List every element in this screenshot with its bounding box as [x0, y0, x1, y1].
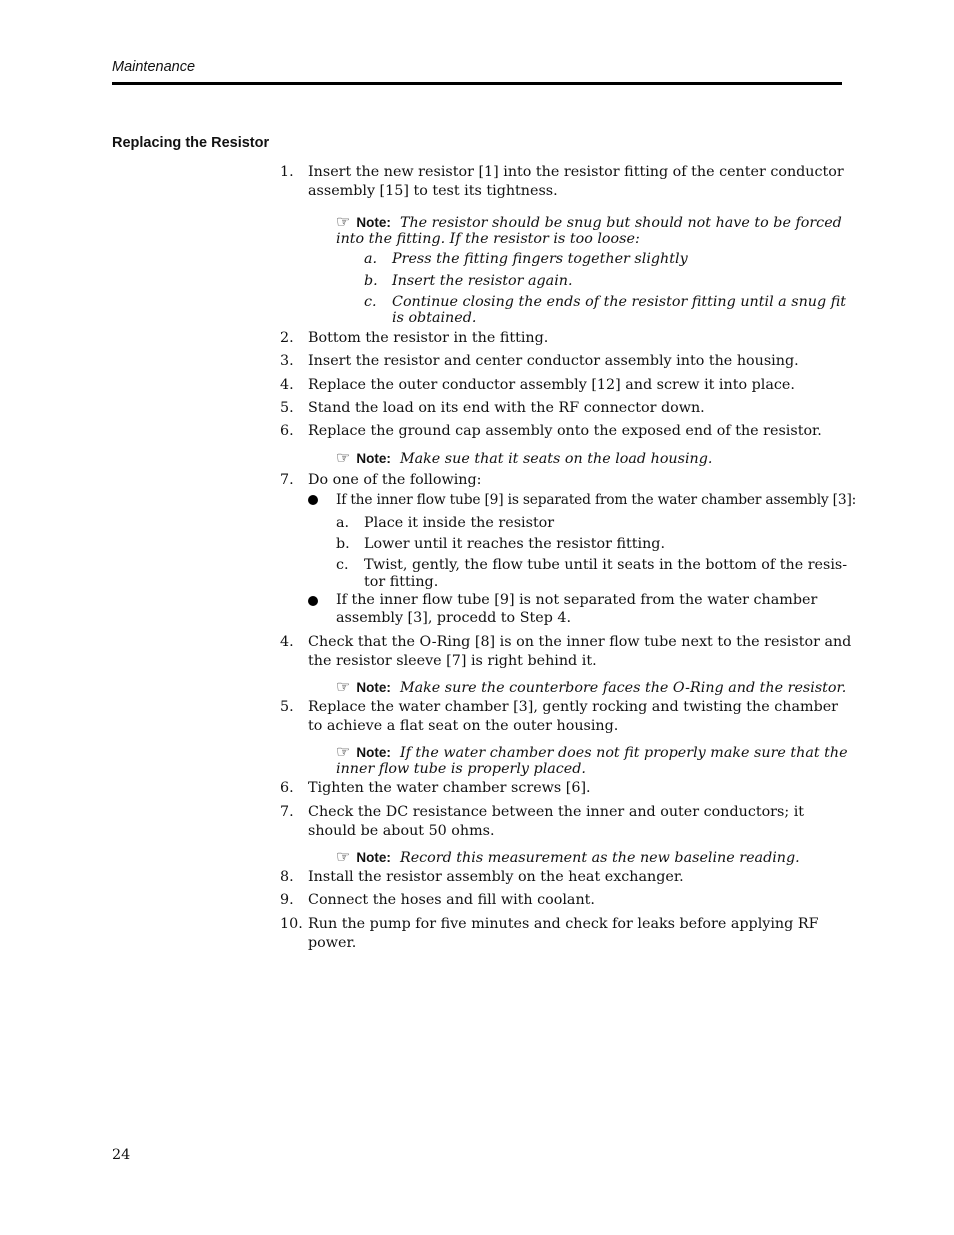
note-label: Note:: [356, 451, 391, 466]
step-7-number: 7.: [280, 472, 294, 488]
step-10-number: 6.: [280, 780, 294, 796]
step-13-number: 9.: [280, 892, 294, 908]
step-14-text: [308, 915, 819, 953]
bullet-2-line-2: assembly [3], procedd to Step 4.: [336, 610, 572, 626]
bullet-1b-text: Lower until it reaches the resistor fitting.: [364, 536, 666, 552]
step-1-text: [308, 163, 844, 201]
bullet-1a-label: a.: [336, 515, 350, 531]
bullet-1-text: If the inner flow tube [9] is separated from the water chamber assembly [3]:: [336, 492, 857, 508]
bullet-2-text: [336, 591, 817, 627]
note-4-line-1: If the water chamber does not fit properly make sure that the: [399, 745, 848, 761]
step-1-number: 1.: [280, 164, 294, 180]
note-5: [336, 849, 800, 866]
bullet-1c-label: c.: [336, 557, 349, 573]
step-7-text: Do one of the following:: [308, 472, 482, 488]
step-2-text: Bottom the resistor in the fitting.: [308, 330, 549, 346]
step-1-line-2: assembly [15] to test its tightness.: [308, 183, 558, 199]
note-1-line-1: The resistor should be snug but should not have to be forced: [399, 215, 842, 231]
bullet-1-dot: [308, 495, 318, 505]
pointing-hand-icon: ☞: [336, 448, 351, 467]
step-4-number: 4.: [280, 377, 294, 393]
step-11-text: [308, 803, 804, 841]
step-9-text: [308, 698, 838, 736]
note-label: Note:: [356, 745, 391, 760]
note-1c-line-1: Continue closing the ends of the resistor fitting until a snug fit: [392, 294, 846, 310]
step-11-number: 7.: [280, 804, 294, 820]
note-3-text: Make sure the counterbore faces the O-Ring and the resistor.: [399, 680, 847, 696]
step-12-text: Install the resistor assembly on the heat exchanger.: [308, 869, 684, 885]
step-13-text: Connect the hoses and fill with coolant.: [308, 892, 595, 908]
note-1c-line-2: is obtained.: [392, 310, 477, 326]
bullet-1c-line-2: tor fitting.: [364, 574, 439, 590]
step-11-line-1: Check the DC resistance between the inner and outer conductors; it: [308, 804, 805, 820]
note-2-text: Make sue that it seats on the load housing.: [399, 451, 713, 467]
step-14-line-1: Run the pump for five minutes and check for leaks before applying RF: [308, 916, 819, 932]
step-9-number: 5.: [280, 699, 294, 715]
step-9-line-2: to achieve a flat seat on the outer housing.: [308, 718, 619, 734]
note-1c-label: c.: [364, 294, 377, 310]
note-4-line-2: inner flow tube is properly placed.: [336, 761, 586, 777]
page-number: 24: [112, 1147, 131, 1163]
note-1c-text: [392, 294, 846, 326]
note-1b-text: Insert the resistor again.: [392, 273, 573, 289]
step-5-number: 5.: [280, 400, 294, 416]
pointing-hand-icon: ☞: [336, 677, 351, 696]
note-1a-label: a.: [364, 251, 378, 267]
step-3-number: 3.: [280, 353, 294, 369]
header-rule: [112, 82, 842, 85]
step-6-number: 6.: [280, 423, 294, 439]
note-2: [336, 450, 712, 467]
step-6-text: Replace the ground cap assembly onto the exposed end of the resistor.: [308, 423, 822, 439]
step-1-line-1: Insert the new resistor [1] into the resistor fitting of the center conductor: [308, 164, 844, 180]
running-head: Maintenance: [112, 59, 196, 75]
bullet-2-dot: [308, 596, 318, 606]
step-14-number: 10.: [280, 916, 303, 932]
step-10-text: Tighten the water chamber screws [6].: [308, 780, 591, 796]
note-label: Note:: [356, 215, 391, 230]
step-9-line-1: Replace the water chamber [3], gently rocking and twisting the chamber: [308, 699, 839, 715]
note-5-text: Record this measurement as the new baseline reading.: [399, 850, 800, 866]
step-8-line-1: Check that the O-Ring [8] is on the inner flow tube next to the resistor and: [308, 634, 852, 650]
bullet-1a-text: Place it inside the resistor: [364, 515, 555, 531]
note-1: [336, 214, 842, 247]
step-8-line-2: the resistor sleeve [7] is right behind it.: [308, 653, 597, 669]
step-5-text: Stand the load on its end with the RF connector down.: [308, 400, 705, 416]
bullet-1c-text: [364, 557, 847, 591]
note-1-line-2: into the fitting. If the resistor is too loose:: [336, 231, 640, 247]
bullet-1b-label: b.: [336, 536, 350, 552]
step-11-line-2: should be about 50 ohms.: [308, 823, 495, 839]
step-3-text: Insert the resistor and center conductor assembly into the housing.: [308, 353, 799, 369]
step-2-number: 2.: [280, 330, 294, 346]
pointing-hand-icon: ☞: [336, 847, 351, 866]
bullet-1c-line-1: Twist, gently, the flow tube until it seats in the bottom of the resis-: [364, 557, 848, 573]
note-label: Note:: [356, 850, 391, 865]
step-4-text: Replace the outer conductor assembly [12] and screw it into place.: [308, 377, 795, 393]
step-12-number: 8.: [280, 869, 294, 885]
bullet-2-line-1: If the inner flow tube [9] is not separated from the water chamber: [336, 592, 818, 608]
pointing-hand-icon: ☞: [336, 742, 351, 761]
note-1a-text: Press the fitting fingers together slightly: [392, 251, 688, 267]
section-title: Replacing the Resistor: [112, 135, 270, 151]
note-3: [336, 679, 846, 696]
step-8-text: [308, 633, 851, 671]
note-label: Note:: [356, 680, 391, 695]
step-8-number: 4.: [280, 634, 294, 650]
step-14-line-2: power.: [308, 935, 357, 951]
pointing-hand-icon: ☞: [336, 212, 351, 231]
note-1b-label: b.: [364, 273, 378, 289]
note-4: [336, 744, 848, 777]
